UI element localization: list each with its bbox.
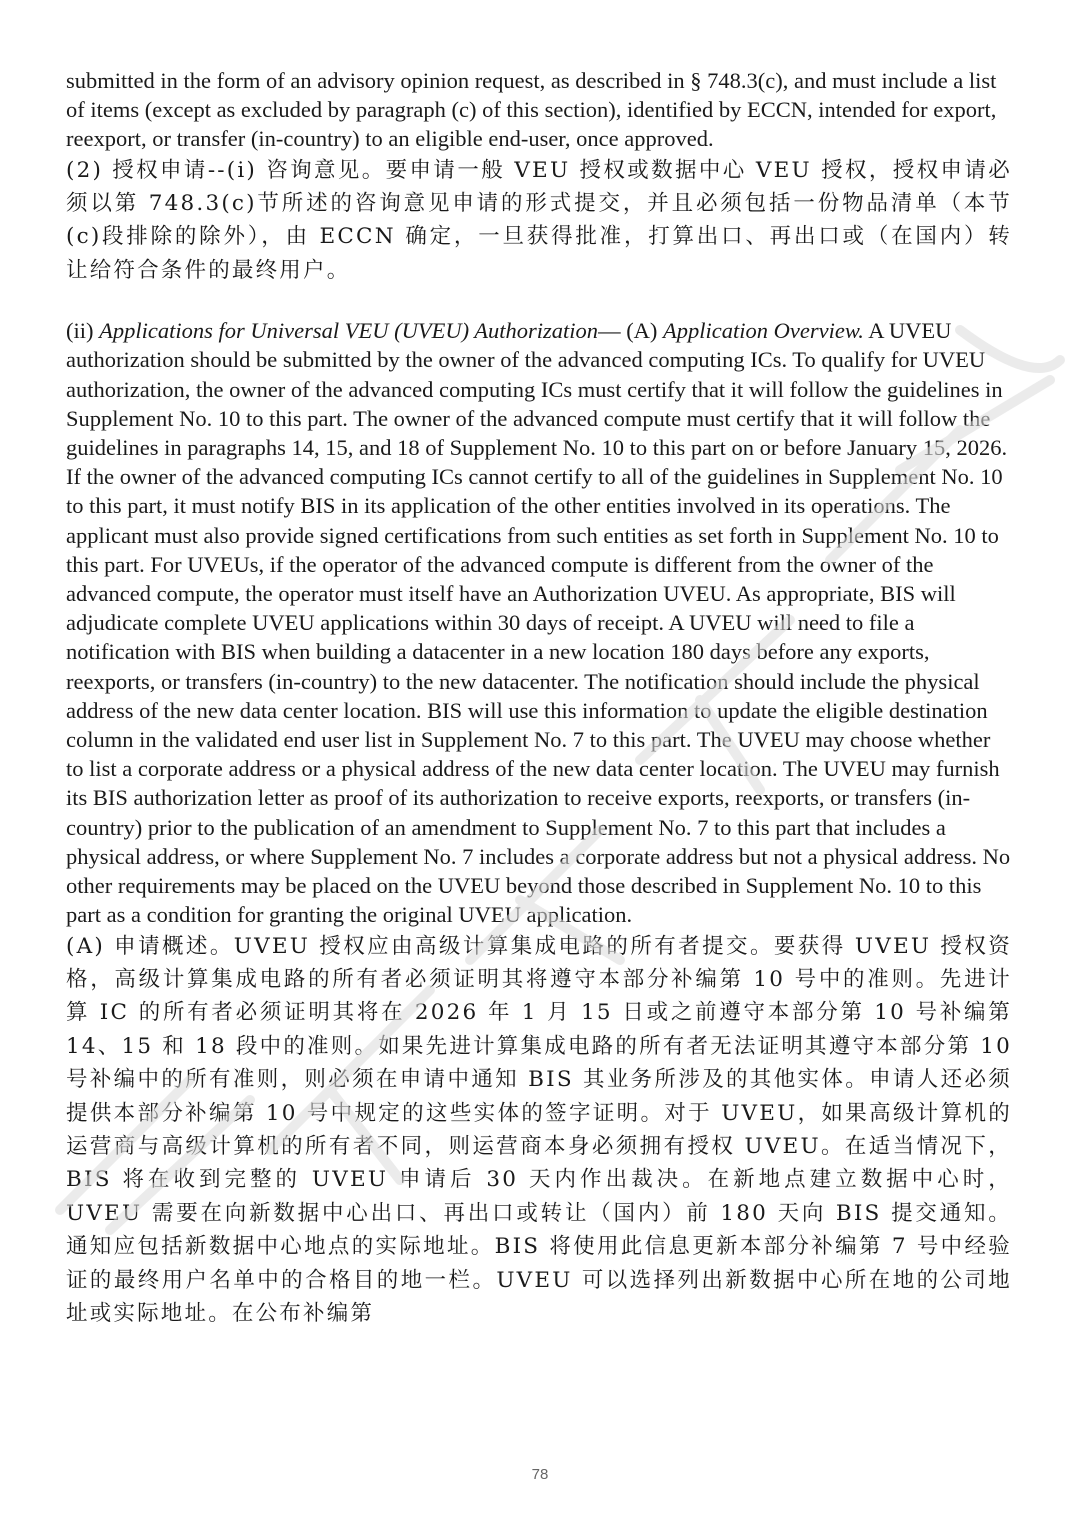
page-number: 78: [531, 1466, 549, 1483]
document-body: [66, 66, 1012, 1330]
paragraph-2-subtitle: Application Overview.: [663, 318, 864, 344]
paragraph-2-dash: — (A): [598, 318, 664, 344]
paragraph-1-english: submitted in the form of an advisory opinion request, as described in § 748.3(c), and must include a list of items (except as excluded by paragraph (c) of this section), identified by ECCN, intended for export, reexport, or transfer (in-country) to an eligible end-user, once approved.: [66, 68, 997, 152]
paragraph-1-chinese: (2) 授权申请--(i) 咨询意见。要申请一般 VEU 授权或数据中心 VEU 授权，授权申请必须以第 748.3(c)节所述的咨询意见申请的形式提交，并且必须包括一份物品清单（本节(c)段排除的除外），由 ECCN 确定，一旦获得批准，打算出口、再出口或（在国内）转让给符合条件的最终用户。: [66, 157, 1012, 283]
paragraph-2-english: [66, 316, 1012, 929]
paragraph-2-chinese: (A) 申请概述。UVEU 授权应由高级计算集成电路的所有者提交。要获得 UVEU 授权资格，高级计算集成电路的所有者必须证明其将遵守本部分补编第 10 号中的准则。先进计算 IC 的所有者必须证明其将在 2026 年 1 月 15 日或之前遵守本部分第 10 号补编第 14、15 和 18 段中的准则。如果先进计算集成电路的所有者无法证明其遵守本部分第 10 号补编中的所有准则，则必须在申请中通知 BIS 其业务所涉及的其他实体。申请人还必须提供本部分补编第 10 号中规定的这些实体的签字证明。对于 UVEU，如果高级计算机的运营商与高级计算机的所有者不同，则运营商本身必须拥有授权 UVEU。在适当情况下，BIS 将在收到完整的 UVEU 申请后 30 天内作出裁决。在新地点建立数据中心时，UVEU 需要在向新数据中心出口、再出口或转让（国内）前 180 天向 BIS 提交通知。通知应包括新数据中心地点的实际地址。BIS 将使用此信息更新本部分补编第 7 号中经验证的最终用户名单中的合格目的地一栏。UVEU 可以选择列出新数据中心所在地的公司地址或实际地址。在公布补编第: [66, 933, 1012, 1326]
paragraph-spacer: [66, 287, 1012, 316]
paragraph-2-title: Applications for Universal VEU (UVEU) Authorization: [99, 318, 599, 344]
paragraph-2-body: A UVEU authorization should be submitted by the owner of the advanced computing ICs. To qualify for UVEU authorization, the owner of the advanced computing ICs must certify that it will follow the guidelines in Supplement No. 10 to this part. The owner of the advanced compute must certify that it will follow the guidelines in paragraphs 14, 15, and 18 of Supplement No. 10 to this part on or before January 15, 2026. If the owner of the advanced computing ICs cannot certify to all of the guidelines in Supplement No. 10 to this part, it must notify BIS in its application of the other entities involved in its operations. The applicant must also provide signed certifications from such entities as set forth in Supplement No. 10 to this part. For UVEUs, if the operator of the advanced compute is different from the owner of the advanced compute, the operator must itself have an Authorization UVEU. As appropriate, BIS will adjudicate complete UVEU applications within 30 days of receipt. A UVEU will need to file a notification with BIS when building a datacenter in a new location 180 days before any exports, reexports, or transfers (in-country) to the new datacenter. The notification should include the physical address of the new data center location. BIS will use this information to update the eligible destination column in the validated end user list in Supplement No. 7 to this part. The UVEU may choose whether to list a corporate address or a physical address of the new data center location. The UVEU may furnish its BIS authorization letter as proof of its authorization to receive exports, reexports, or transfers (in-country) prior to the publication of an amendment to Supplement No. 7 to this part that includes a physical address, or where Supplement No. 7 includes a corporate address but not a physical address. No other requirements may be placed on the UVEU beyond those described in Supplement No. 10 to this part as a condition for granting the original UVEU application.: [66, 318, 1011, 928]
paragraph-2-prefix: (ii): [66, 318, 100, 344]
